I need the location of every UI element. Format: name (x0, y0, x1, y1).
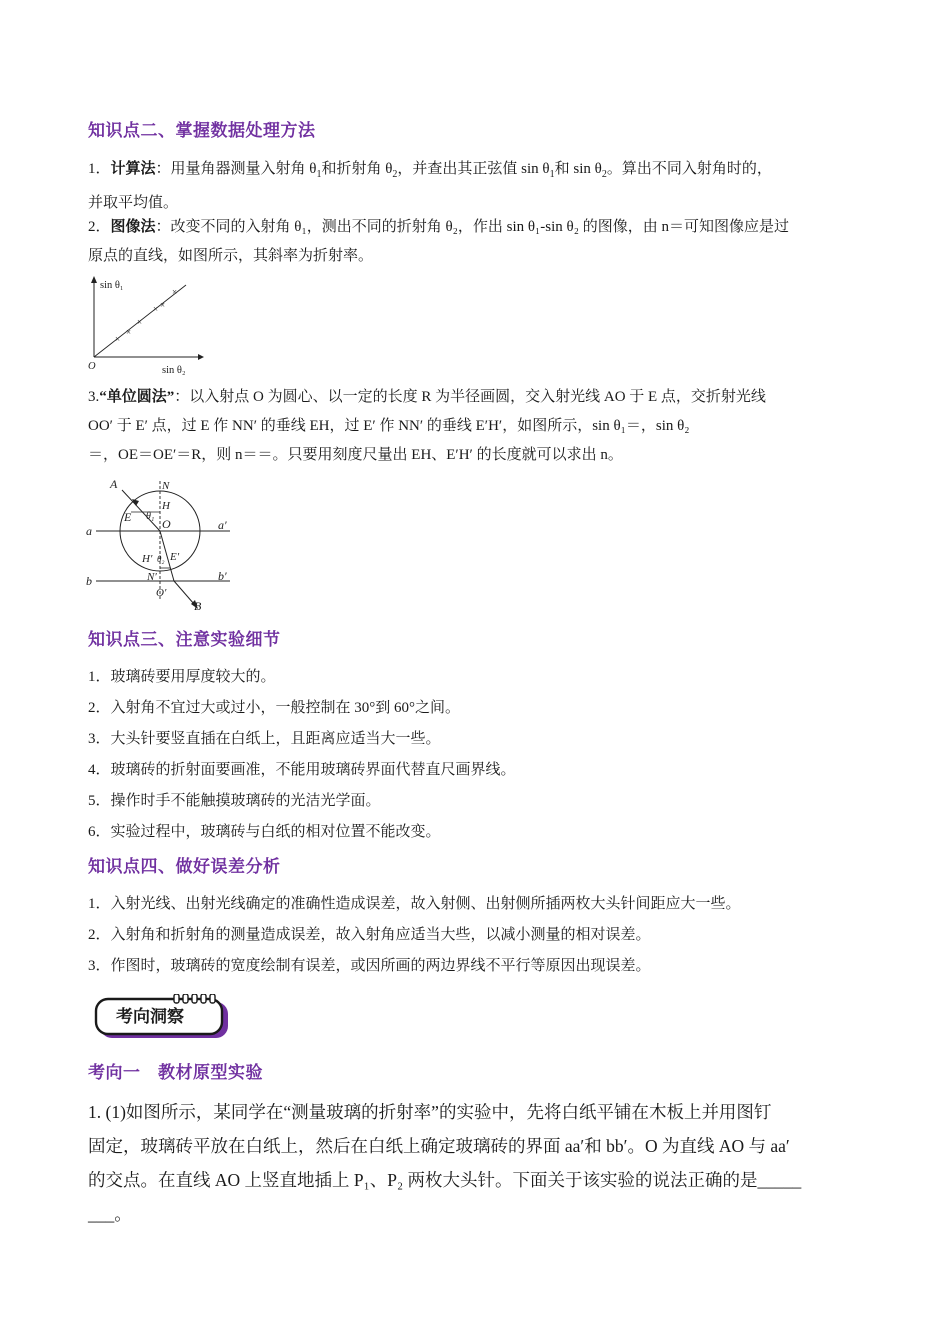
label-E-prime: E′ (170, 551, 180, 563)
paragraph-graph-method: 2．图像法：改变不同的入射角 θ₁，测出不同的折射角 θ₂，作出 sin θ₁-sin θ₂ 的图像，由 n＝可知图像应是过 原点的直线，如图所示，其斜率为折射率。 (88, 219, 789, 264)
list-item: 5．操作时手不能触摸玻璃砖的光洁光学面。 (88, 793, 381, 809)
calculation-label: 计算法 (110, 161, 156, 177)
section-title-error-analysis: 知识点四、做好误差分析 (88, 857, 281, 876)
unit-circle-line2: OO′ 于 E′ 点，过 E 作 NN′ 的垂线 EH，过 E′ 作 NN′ 的垂线 E′H′，如图所示，sin θ₁＝，sin θ₂ (88, 418, 690, 434)
section-title-textbook-experiment: 考向一 教材原型实验 (88, 1063, 263, 1082)
section-title-experiment-details: 知识点三、注意实验细节 (88, 630, 281, 649)
label-theta1: θ₁ (146, 511, 155, 522)
label-B: B (194, 599, 202, 613)
label-H-prime: H′ (142, 553, 153, 565)
list-item: 2．入射角不宜过大或过小，一般控制在 30°到 60°之间。 (88, 700, 460, 716)
item-number: 1． (88, 161, 111, 177)
label-a: a (86, 524, 92, 538)
graph-method-line1: ：改变不同的入射角 θ₁，测出不同的折射角 θ₂，作出 sin θ₁-sin θ₂ 的图像，由 n＝可知图像应是过 (155, 219, 789, 235)
label-b-prime: b′ (218, 569, 227, 583)
label-N-prime: N′ (147, 571, 157, 583)
graph-point: × (115, 334, 121, 344)
unit-circle-label: “单位圆法” (99, 389, 175, 405)
label-A: A (110, 477, 118, 491)
label-O: O (162, 517, 171, 531)
graph-x-label: sin θ₂ (162, 365, 186, 376)
paragraph-calculation-method: 1．计算法：用量角器测量入射角 $\theta_1$和折射角 $\theta_2$，并查出其正弦值 $\sin \theta_1$和 $\sin \theta_2$。算出不同入射角时的， 并取平均值。 (88, 161, 772, 211)
list-item: 3．大头针要竖直插在白纸上，且距离应适当大一些。 (88, 731, 441, 747)
calculation-text-d: 和 sin θ (554, 161, 602, 177)
question-line: ___。 (88, 1204, 132, 1224)
list-item: 4．玻璃砖的折射面要画准，不能用玻璃砖界面代替直尺画界线。 (88, 762, 516, 778)
exam-insight-badge (94, 994, 230, 1040)
calculation-line2: 并取平均值。 (88, 195, 179, 211)
calculation-text-b: 和折射角 θ (321, 161, 393, 177)
graph-point: × (172, 287, 178, 297)
sine-ratio-graph (86, 275, 206, 377)
graph-point: × (153, 304, 159, 314)
question-line: 的交点。在直线 AO 上竖直地插上 P₁、P₂ 两枚大头针。下面关于该实验的说法正确的是_____ (88, 1170, 802, 1190)
label-N: N (162, 480, 170, 492)
graph-point: × (160, 300, 166, 310)
graph-point: × (126, 327, 132, 337)
question-line: 固定，玻璃砖平放在白纸上，然后在白纸上确定玻璃砖的界面 aa′和 bb′。O 为直线 AO 与 aa′ (88, 1136, 790, 1156)
calculation-text-e: 。算出不同入射角时的， (606, 161, 772, 177)
calculation-text-c: ，并查出其正弦值 sin θ (397, 161, 550, 177)
list-item: 1．入射光线、出射光线确定的准确性造成误差，故入射侧、出射侧所插两枚大头针间距应大一些。 (88, 896, 741, 912)
details-list (88, 663, 866, 849)
label-theta2: θ₂ (157, 554, 165, 564)
paragraph-unit-circle-method: 3.“单位圆法”：以入射点 O 为圆心、以一定的长度 R 为半径画圆，交入射光线 AO 于 E 点，交折射光线 OO′ 于 E′ 点，过 E 作 NN′ 的垂线 EH，过 E′ 作 NN′ 的垂线 E′H′，如图所示，sin θ₁＝，sin θ₂ ＝，OE＝OE′＝R，则 n＝＝。只要用刻度尺量出 EH、E′H′ 的长度就可以求出 n。 (88, 389, 766, 463)
question-1 (88, 1095, 866, 1231)
list-item: 1．玻璃砖要用厚度较大的。 (88, 669, 276, 685)
graph-method-line2: 原点的直线，如图所示，其斜率为折射率。 (88, 248, 374, 264)
list-item: 3．作图时，玻璃砖的宽度绘制有误差，或因所画的两边界线不平行等原因出现误差。 (88, 958, 651, 974)
unit-circle-line3: ＝，OE＝OE′＝R，则 n＝＝。只要用刻度尺量出 EH、E′H′ 的长度就可以求出 n。 (88, 447, 623, 463)
graph-point: × (137, 317, 143, 327)
graph-origin-label: O (88, 361, 96, 372)
question-line: 1. (1)如图所示，某同学在“测量玻璃的折射率”的实验中，先将白纸平铺在木板上并用图钉 (88, 1102, 772, 1122)
graph-y-label: sin θ₁ (100, 280, 124, 291)
calculation-text-a: ：用量角器测量入射角 θ (155, 161, 317, 177)
graph-method-label: 图像法 (110, 219, 156, 235)
badge-label: 考向洞察 (116, 1007, 184, 1026)
error-list (88, 890, 866, 983)
label-b: b (86, 574, 92, 588)
label-O-prime: O′ (156, 587, 167, 599)
section-title-data-processing: 知识点二、掌握数据处理方法 (88, 121, 316, 140)
list-item: 2．入射角和折射角的测量造成误差，故入射角应适当大些，以减小测量的相对误差。 (88, 927, 651, 943)
unit-circle-line1: ：以入射点 O 为圆心、以一定的长度 R 为半径画圆，交入射光线 AO 于 E 点，交折射光线 (174, 389, 766, 405)
label-a-prime: a′ (218, 518, 227, 532)
list-item: 6．实验过程中，玻璃砖与白纸的相对位置不能改变。 (88, 824, 441, 840)
unit-circle-diagram (84, 476, 244, 616)
label-H: H (162, 500, 170, 512)
label-E: E (124, 510, 132, 524)
